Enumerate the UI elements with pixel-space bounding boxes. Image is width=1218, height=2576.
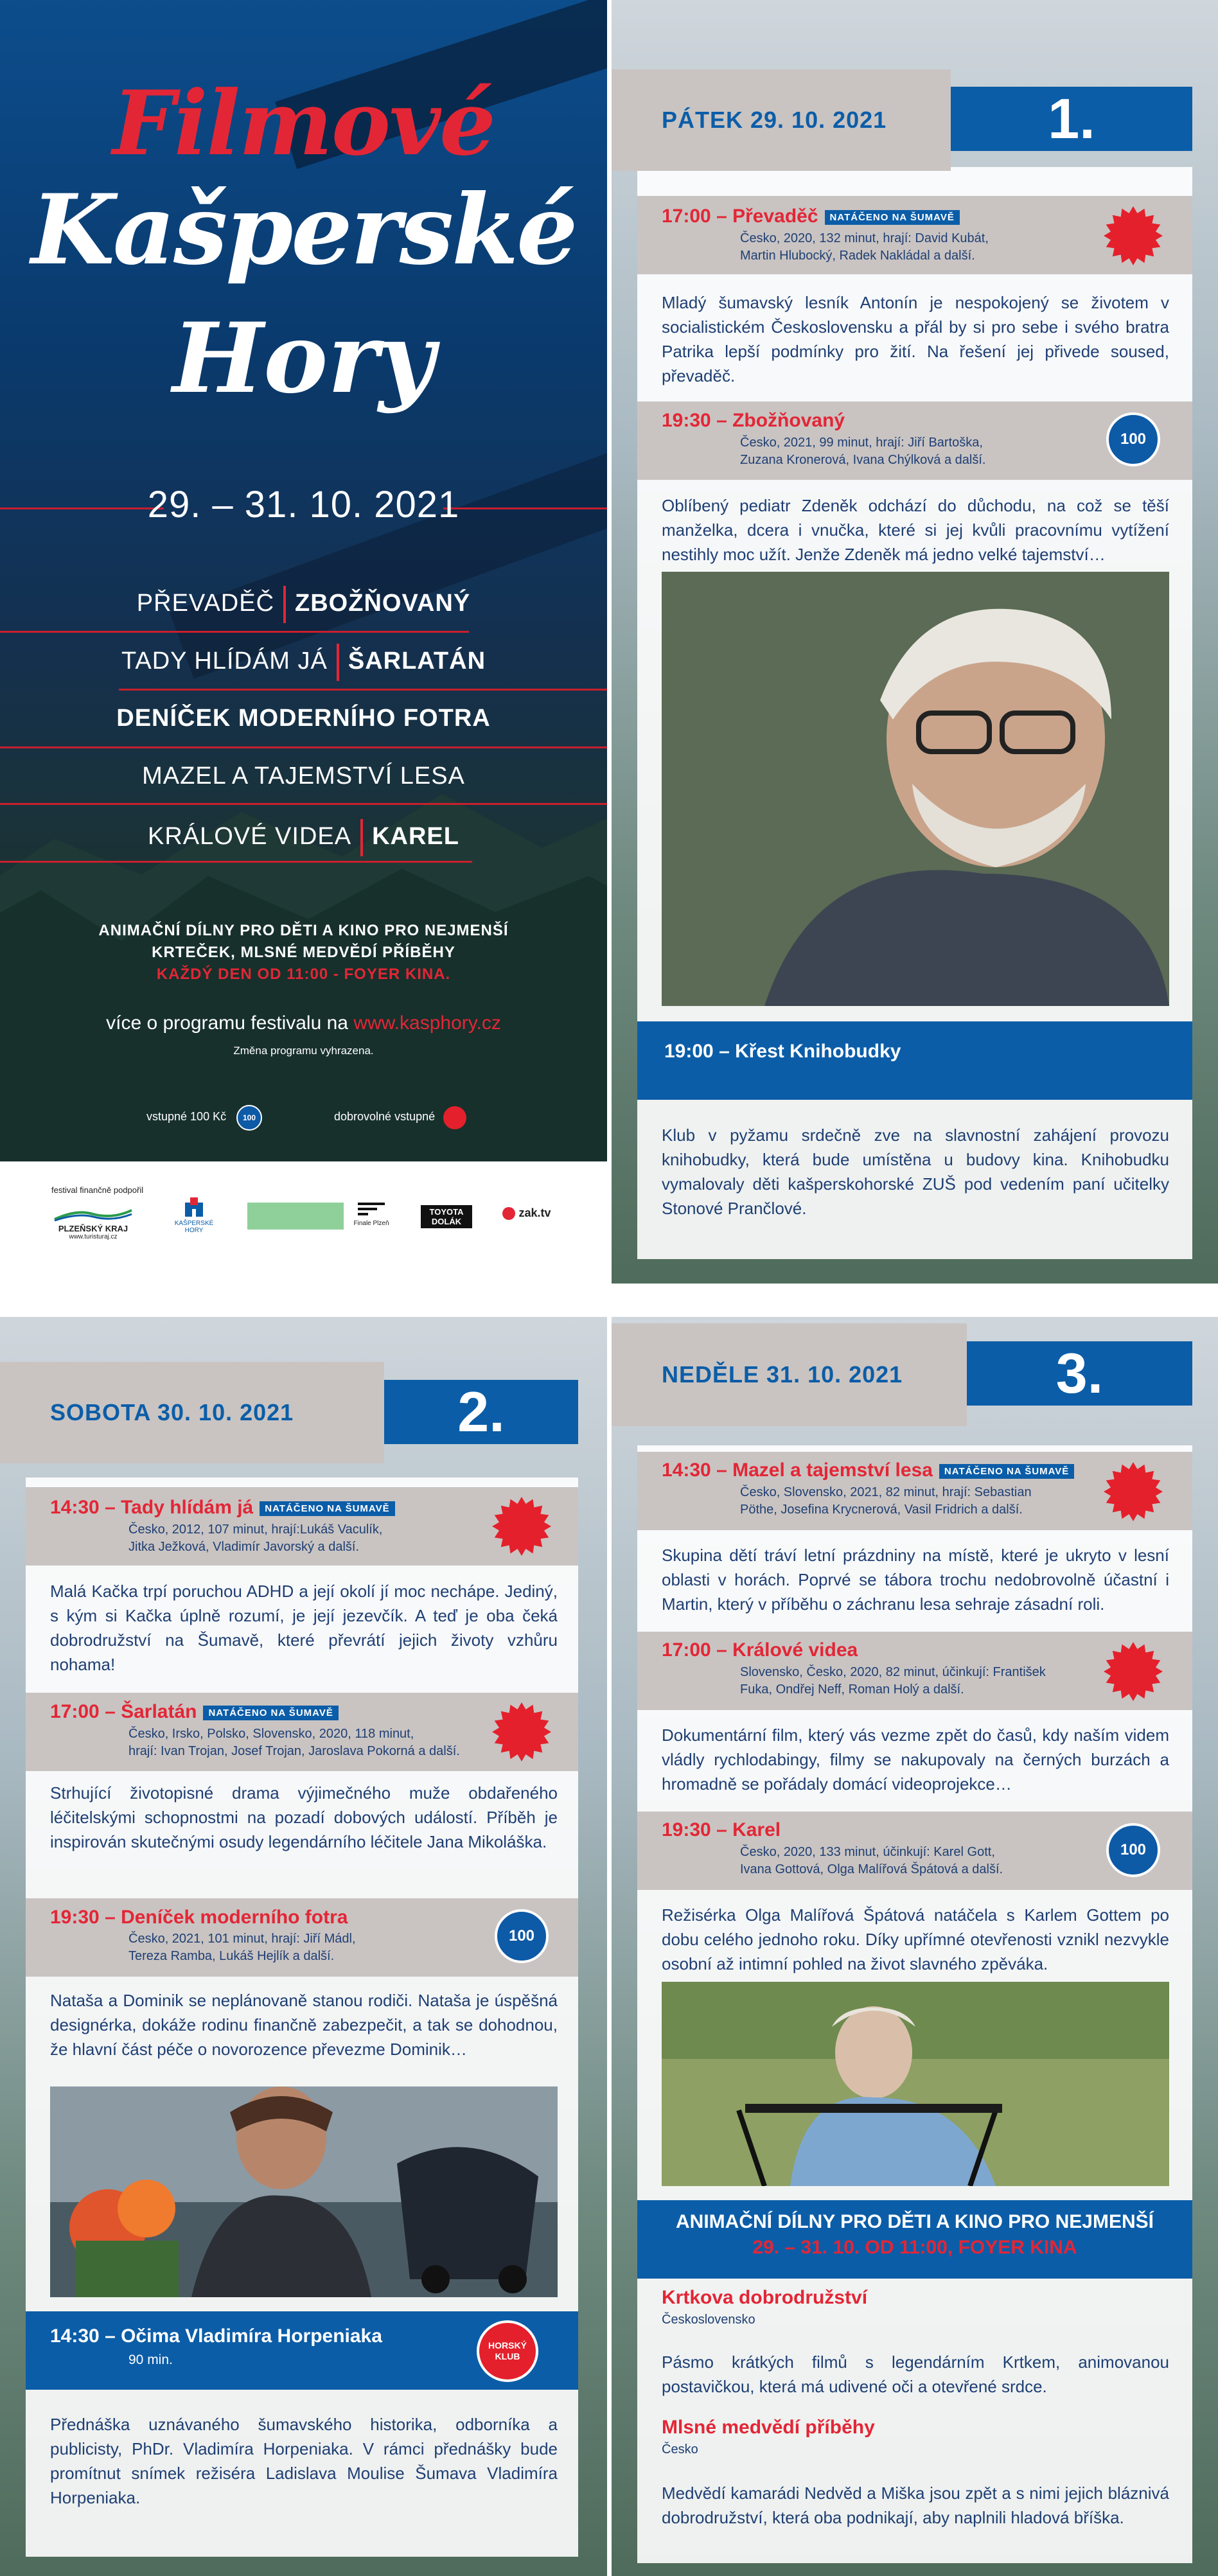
- zak-dot-icon: [502, 1207, 515, 1220]
- sponsors-title: festival finančně podpořil: [51, 1185, 144, 1195]
- festival-link[interactable]: www.kasphory.cz: [353, 1012, 501, 1034]
- divider-line: [119, 689, 607, 691]
- price-badge-icon: 100: [1106, 412, 1160, 466]
- filmed-sumava-tag: NATÁČENO NA ŠUMAVĚ: [203, 1706, 338, 1720]
- poster-film-row: [0, 705, 607, 732]
- separator: [337, 644, 339, 681]
- film-meta-line: hrají: Ivan Trojan, Josef Trojan, Jaroslava Pokorná a další.: [128, 1744, 460, 1758]
- animation-film-meta: Česko: [662, 2442, 698, 2457]
- film-title-text: 17:00 – Šarlatán: [50, 1701, 197, 1722]
- animation-subtitle: 29. – 31. 10. OD 11:00, FOYER KINA: [752, 2237, 1077, 2258]
- actor-portrait-image: [662, 572, 1169, 1006]
- sponsor-logo-kasperske-hory: [168, 1196, 220, 1234]
- divider-line: [0, 861, 472, 863]
- film-meta-line: Česko, 2021, 99 minut, hrají: Jiří Bartoška,: [740, 436, 983, 450]
- poster-change-note: Změna programu vyhrazena.: [233, 1045, 374, 1057]
- anim-line: KAŽDÝ DEN OD 11:00 - FOYER KINA.: [156, 966, 451, 983]
- sponsor-logo-plzensky-kraj: [51, 1208, 135, 1240]
- film-meta: [740, 434, 985, 469]
- free-entry-icon: [443, 1106, 466, 1129]
- event-description: Přednáška uznávaného šumavského historika, odborníka a publicisty, PhDr. Vladimíra Horpeniaka. V rámci přednášky bude promítnut snímek režiséra Ladislava Moulise Šumava Vladimíra Horpeniaka.: [50, 2415, 558, 2507]
- film-name: KRÁLOVÉ VIDEA: [147, 823, 352, 851]
- film-meta-line: Česko, 2020, 133 minut, účinkují: Karel Gott,: [740, 1845, 995, 1859]
- film-meta: [740, 1844, 1003, 1878]
- price-badge-icon: 100: [236, 1105, 262, 1131]
- film-name: ZBOŽŇOVANÝ: [295, 590, 471, 617]
- poster-title-line2: Kašperské: [31, 173, 576, 287]
- film-title-text: 14:30 – Mazel a tajemství lesa: [662, 1460, 933, 1481]
- panel-friday: [612, 0, 1218, 1284]
- sponsor-name: PLZEŇSKÝ KRAJ: [58, 1224, 128, 1233]
- event-description: Klub v pyžamu srdečně zve na slavnostní zahájení provozu knihobudky, která bude umístěna u budovy kina. Knihobudku vymalovaly děti kašperskohorské ZUŠ pod vedením paní učitelky Stonové Prančlové.: [662, 1125, 1169, 1218]
- poster-film-row: [0, 819, 607, 856]
- film-name: KAREL: [372, 823, 459, 851]
- sponsor-logo-ministry: [247, 1203, 344, 1230]
- anim-line: ANIMAČNÍ DÍLNY PRO DĚTI A KINO PRO NEJMENŠÍ: [98, 922, 509, 939]
- poster-animation-info: [0, 920, 607, 985]
- film-meta-line: Česko, 2020, 132 minut, hrají: David Kubát,: [740, 231, 989, 245]
- film-description: Malá Kačka trpí poruchou ADHD a její okolí jí moc nechápe. Jediný, s kým si Kačka úplně rozumí, je její jezevčík. A teď je oba čeká dobrodružství na Šumavě, které převrátí jejich životy vzhůru nohama!: [50, 1582, 558, 1674]
- film-meta: [128, 1725, 460, 1760]
- film-meta-line: Martin Hlubocký, Radek Nakládal a další.: [740, 249, 975, 263]
- film-title: 17:00 – Králové videa: [662, 1639, 858, 1661]
- film-title-text: 14:30 – Tady hlídám já: [50, 1497, 254, 1518]
- film-meta-line: Fuka, Ondřej Neff, Roman Holý a další.: [740, 1682, 964, 1697]
- poster-film-row: [0, 586, 607, 623]
- poster-film-row: [0, 644, 607, 681]
- day-number: 1.: [951, 87, 1192, 151]
- sponsor-logo-icon: [51, 1208, 135, 1222]
- animation-film-description: Pásmo krátkých filmů s legendárním Krtkem, animovanou postavičkou, která má udivené oči a otevřené srdce.: [662, 2352, 1169, 2396]
- film-meta-line: Ivana Gottová, Olga Malířová Špátová a další.: [740, 1862, 1003, 1876]
- film-meta: [740, 1484, 1032, 1519]
- film-title: 19:30 – Karel: [662, 1819, 781, 1840]
- filmed-sumava-tag: NATÁČENO NA ŠUMAVĚ: [939, 1464, 1074, 1479]
- film-title: [662, 206, 960, 227]
- animation-film-meta: Československo: [662, 2313, 755, 2327]
- free-entry-icon: [1104, 1642, 1163, 1701]
- filmed-sumava-tag: NATÁČENO NA ŠUMAVĚ: [260, 1501, 394, 1516]
- poster-film-row: [0, 763, 607, 790]
- film-meta-line: Slovensko, Česko, 2020, 82 minut, účinkují: František: [740, 1665, 1046, 1679]
- free-entry-icon: [1104, 1462, 1163, 1521]
- film-meta-line: Česko, Slovensko, 2021, 82 minut, hrají: Sebastian: [740, 1485, 1032, 1499]
- price-badge-icon: 100: [1106, 1823, 1160, 1877]
- film-meta-line: Tereza Ramba, Lukáš Hejlík a další.: [128, 1949, 335, 1963]
- legend-paid-text: vstupné 100 Kč: [146, 1110, 227, 1123]
- sponsor-logo-toyota: TOYOTA DOLÁK: [421, 1205, 472, 1228]
- film-title-text: 17:00 – Převaděč: [662, 206, 818, 227]
- film-name: PŘEVADĚČ: [136, 590, 275, 617]
- filmed-sumava-tag: NATÁČENO NA ŠUMAVĚ: [825, 210, 960, 225]
- film-description: Režisérka Olga Malířová Špátová natáčela s Karlem Gottem po dobu celého jednoho roku. Díky upřímné otevřenosti vznikl nezvykle osobní až intimní pohled na život slavného zpěváka.: [662, 1905, 1169, 1973]
- day-number: 3.: [967, 1341, 1192, 1406]
- sponsor-name: KAŠPERSKÉ HORY: [174, 1220, 214, 1234]
- film-description: Nataša a Dominik se neplánovaně stanou rodiči. Nataša je úspěšná designérka, dokáže rodinu finančně zabezpečit, a tak se dohodnou, že hlavní část péče o novorozence převezme Dominik…: [50, 1991, 558, 2059]
- poster-dates: 29. – 31. 10. 2021: [147, 484, 460, 525]
- panel-sunday: [612, 1317, 1218, 2576]
- animation-film-description: Medvědí kamarádi Nedvěd a Miška jsou zpět a s nimi jejich bláznivá dobrodružství, která oba podnikají, aby naplnili hladová bříška.: [662, 2483, 1169, 2527]
- film-meta-line: Pöthe, Josefina Krycnerová, Vasil Fridrich a další.: [740, 1503, 1023, 1517]
- film-meta: [128, 1930, 356, 1965]
- price-badge-icon: 100: [495, 1909, 549, 1963]
- film-description: Dokumentární film, který vás vezme zpět do časů, kdy naším videm vládly rychlodabingy, filmy se nakupovaly na černých burzách a hromadně se pořádaly domácí videoprojekce…: [662, 1725, 1169, 1794]
- day-label: NEDĚLE 31. 10. 2021: [612, 1323, 967, 1426]
- film-name: TADY HLÍDÁM JÁ: [121, 648, 328, 675]
- film-meta-line: Zuzana Kronerová, Ivana Chýlková a další.: [740, 453, 986, 467]
- separator: [283, 586, 286, 623]
- poster-more-info: [0, 1012, 607, 1034]
- film-description: Oblíbený pediatr Zdeněk odchází do důchodu, na což se těší manželka, dcera i vnučka, které si jej kvůli pracovnímu vytížení nestihly moc užít. Jenže Zdeněk má jedno velké tajemství…: [662, 496, 1169, 564]
- event-title: 14:30 – Očima Vladimíra Horpeniaka: [50, 2325, 382, 2347]
- divider-line: [0, 746, 607, 748]
- film-title: 19:30 – Deníček moderního fotra: [50, 1907, 348, 1928]
- divider-line: [0, 631, 469, 633]
- panel-saturday: [0, 1317, 607, 2576]
- film-description: Strhující životopisné drama výjimečného muže obdařeného léčitelskými schopnostmi na pozadí dobových událostí. Příběh je inspirován skutečnými osudy legendárního léčitele Jana Mikoláška.: [50, 1783, 558, 1851]
- film-meta-line: Česko, 2012, 107 minut, hrají:Lukáš Vaculík,: [128, 1522, 383, 1537]
- film-name: MAZEL A TAJEMSTVÍ LESA: [142, 763, 465, 790]
- film-name: DENÍČEK MODERNÍHO FOTRA: [116, 705, 491, 732]
- film-still-zboznovany: [662, 572, 1169, 1006]
- poster-title-line1: Filmové: [112, 71, 495, 175]
- film-title: 19:30 – Zbožňovaný: [662, 410, 845, 431]
- castle-icon: [182, 1196, 206, 1218]
- film-still-karel: [662, 1982, 1169, 2186]
- sponsor-name: Finale Plzeň: [353, 1220, 389, 1227]
- film-scene-image: [50, 2086, 558, 2297]
- event-duration: 90 min.: [128, 2352, 173, 2367]
- event-title: 19:00 – Křest Knihobudky: [664, 1041, 901, 1062]
- film-title: [662, 1460, 1074, 1481]
- animation-film-title: Krtkova dobrodružství: [662, 2287, 868, 2308]
- film-meta-line: Jitka Ježková, Vladimír Javorský a další.: [128, 1540, 360, 1554]
- legend-free-text: dobrovolné vstupné: [334, 1110, 436, 1123]
- day-label: PÁTEK 29. 10. 2021: [612, 69, 951, 171]
- film-title: [50, 1497, 395, 1519]
- festival-poster: [0, 0, 607, 1161]
- sponsor-logo-zak-tv: [501, 1206, 552, 1220]
- film-meta-line: Česko, Irsko, Polsko, Slovensko, 2020, 118 minut,: [128, 1727, 414, 1741]
- film-scene-image: [662, 1982, 1169, 2186]
- film-meta: [740, 230, 989, 265]
- film-description: Mladý šumavský lesník Antonín je nespokojený se životem v socialistickém Československu a přál by si pro sebe i svého bratra Patrika lepší podmínky pro žití. Na řešení jej přivede soused, převaděč.: [662, 293, 1169, 385]
- film-meta-line: Česko, 2021, 101 minut, hrají: Jiří Mádl,: [128, 1932, 356, 1946]
- day-label: SOBOTA 30. 10. 2021: [0, 1362, 384, 1463]
- animation-film-title: Mlsné medvědí příběhy: [662, 2417, 875, 2438]
- horsky-klub-badge: HORSKÝ KLUB: [477, 2320, 538, 2382]
- film-meta: [740, 1664, 1046, 1698]
- separator: [360, 819, 363, 856]
- sponsor-name: zak.tv: [518, 1206, 551, 1219]
- film-name: ŠARLATÁN: [348, 648, 486, 675]
- film-title: [50, 1701, 339, 1723]
- finale-logo-icon: [355, 1199, 387, 1218]
- film-description: Skupina dětí tráví letní prázdniny na místě, které je ukryto v lesní oblasti v horách. Poprvé se tábora trochu nedobrovolně účastní i Martin, který v příběhu o záchranu lesa sehraje zásadní roli.: [662, 1546, 1169, 1614]
- divider-line: [0, 803, 607, 805]
- poster-title-line3: Hory: [172, 302, 435, 415]
- film-still-denicek: [50, 2086, 558, 2297]
- day-number: 2.: [384, 1380, 578, 1444]
- anim-line: KRTEČEK, MLSNÉ MEDVĚDÍ PŘÍBĚHY: [152, 944, 455, 961]
- sponsor-url: www.turisturaj.cz: [69, 1233, 118, 1240]
- sponsor-logo-finale: [352, 1199, 391, 1227]
- animation-title: ANIMAČNÍ DÍLNY PRO DĚTI A KINO PRO NEJMENŠÍ: [676, 2211, 1154, 2232]
- film-meta: [128, 1521, 382, 1556]
- more-text: více o programu festivalu na: [106, 1012, 348, 1034]
